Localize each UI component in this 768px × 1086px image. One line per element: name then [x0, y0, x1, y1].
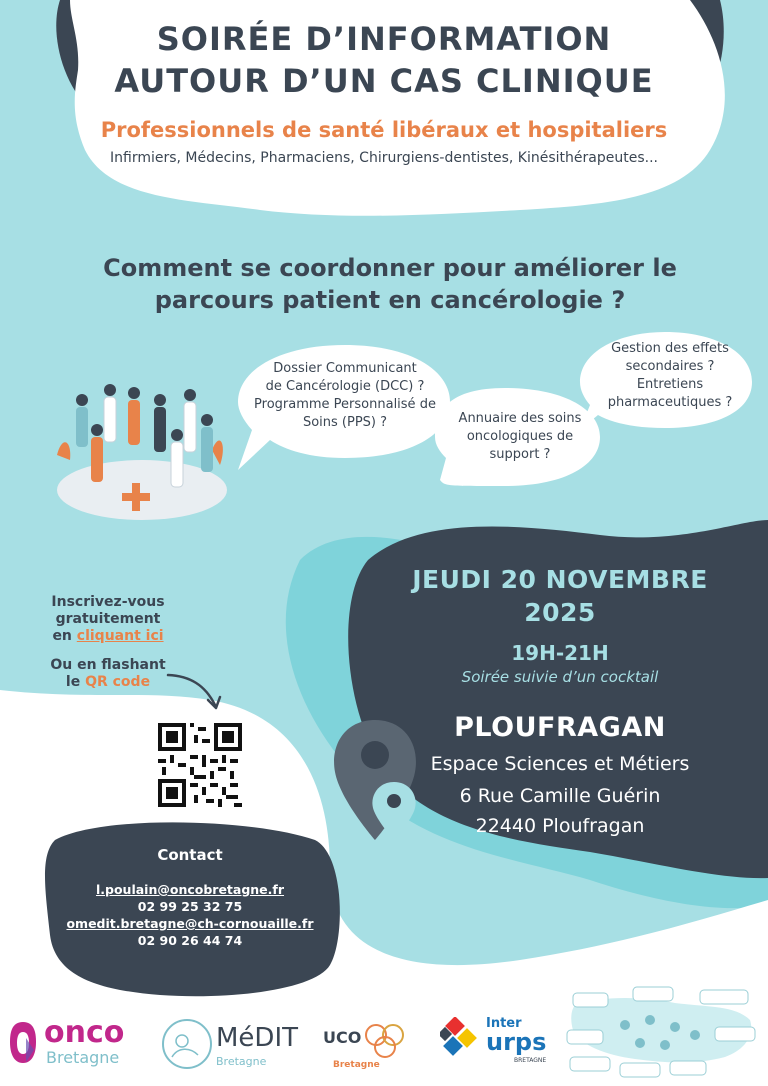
event-city: PLOUFRAGAN	[454, 712, 666, 743]
event-address-street: 6 Rue Camille Guérin	[459, 785, 661, 807]
contact-phone-1: 02 99 25 32 75	[137, 899, 243, 914]
bubble-effets-line: Entretiens	[636, 377, 704, 392]
medit-word: MéDIT	[216, 1023, 298, 1053]
bretagne-map-logos	[565, 985, 760, 1080]
event-date-line-2: 2025	[524, 598, 596, 627]
urps-logo-icon	[440, 1017, 485, 1062]
event-time: 19H-21H	[511, 641, 609, 665]
bubble-effets	[585, 340, 755, 412]
uco-region: Bretagne	[333, 1060, 380, 1070]
title-line-1: SOIRÉE D’INFORMATION	[156, 20, 612, 58]
medit-region: Bretagne	[216, 1055, 267, 1068]
bubble-annuaire-line: oncologiques de	[466, 429, 574, 444]
professions-list: Infirmiers, Médecins, Pharmaciens, Chirurgiens-dentistes, Kinésithérapeutes...	[110, 150, 658, 166]
main-question	[60, 252, 720, 316]
register-prefix: en	[52, 628, 77, 644]
bubble-effets-line: secondaires ?	[625, 359, 715, 374]
bubble-dcc-line: Dossier Communicant	[273, 361, 417, 376]
logo-uco-bretagne	[323, 1020, 423, 1075]
logo-onco-bretagne	[8, 1015, 148, 1070]
event-cocktail-note: Soirée suivie d’un cocktail	[461, 668, 659, 686]
bubble-effets-line: pharmaceutiques ?	[607, 395, 733, 410]
event-address-venue: Espace Sciences et Métiers	[430, 753, 690, 775]
logo-inter-urps	[440, 1012, 555, 1067]
title-line-2: AUTOUR D’UN CAS CLINIQUE	[114, 62, 654, 100]
qr-label: QR code	[85, 674, 151, 690]
bubble-dcc-line: de Cancérologie (DCC) ?	[265, 379, 425, 394]
qr-prefix: le	[65, 674, 86, 690]
audience-subtitle: Professionnels de santé libéraux et hospitaliers	[100, 118, 668, 142]
page-title	[0, 18, 768, 102]
logo-medit-bretagne	[160, 1015, 315, 1075]
question-line-2: parcours patient en cancérologie ?	[154, 286, 626, 314]
bubble-effets-line: Gestion des effets	[611, 341, 729, 356]
bubble-dcc	[240, 360, 450, 432]
contact-email-2[interactable]: omedit.bretagne@ch-cornouaille.fr	[66, 916, 314, 931]
register-link[interactable]: cliquant ici	[76, 628, 164, 644]
contact-phone-2: 02 90 26 44 74	[137, 933, 243, 948]
qr-code[interactable]	[158, 723, 242, 807]
contact-title: Contact	[157, 846, 223, 864]
bubble-annuaire-line: Annuaire des soins	[458, 411, 582, 426]
contact-email-1[interactable]: l.poulain@oncobretagne.fr	[95, 882, 285, 897]
urps-word: urps	[486, 1028, 547, 1056]
medit-logo-icon	[160, 1017, 215, 1072]
event-date	[360, 563, 760, 629]
register-line-1: Inscrivez-vous	[51, 594, 165, 610]
healthcare-team-illustration	[52, 375, 227, 525]
bubble-dcc-line: Soins (PPS) ?	[302, 415, 388, 430]
qr-line-1: Ou en flashant	[50, 657, 166, 673]
uco-word: UCO	[323, 1028, 362, 1047]
question-line-1: Comment se coordonner pour améliorer le	[103, 254, 677, 282]
bubble-annuaire-line: support ?	[489, 447, 551, 462]
register-line-2: gratuitement	[55, 611, 161, 627]
onco-region: Bretagne	[46, 1048, 120, 1067]
event-date-line-1: JEUDI 20 NOVEMBRE	[412, 565, 708, 594]
onco-logo-icon	[8, 1020, 38, 1065]
urps-top: Inter	[486, 1016, 522, 1031]
registration-block	[18, 594, 198, 691]
event-address-postal: 22440 Ploufragan	[475, 815, 645, 837]
qr-line-2	[18, 674, 198, 691]
uco-logo-icon	[361, 1020, 416, 1060]
onco-word: onco	[44, 1015, 125, 1050]
register-line-3	[18, 628, 198, 645]
bubble-dcc-line: Programme Personnalisé de	[254, 397, 436, 412]
bubble-annuaire	[440, 410, 600, 464]
urps-region: BRETAGNE	[514, 1057, 547, 1064]
